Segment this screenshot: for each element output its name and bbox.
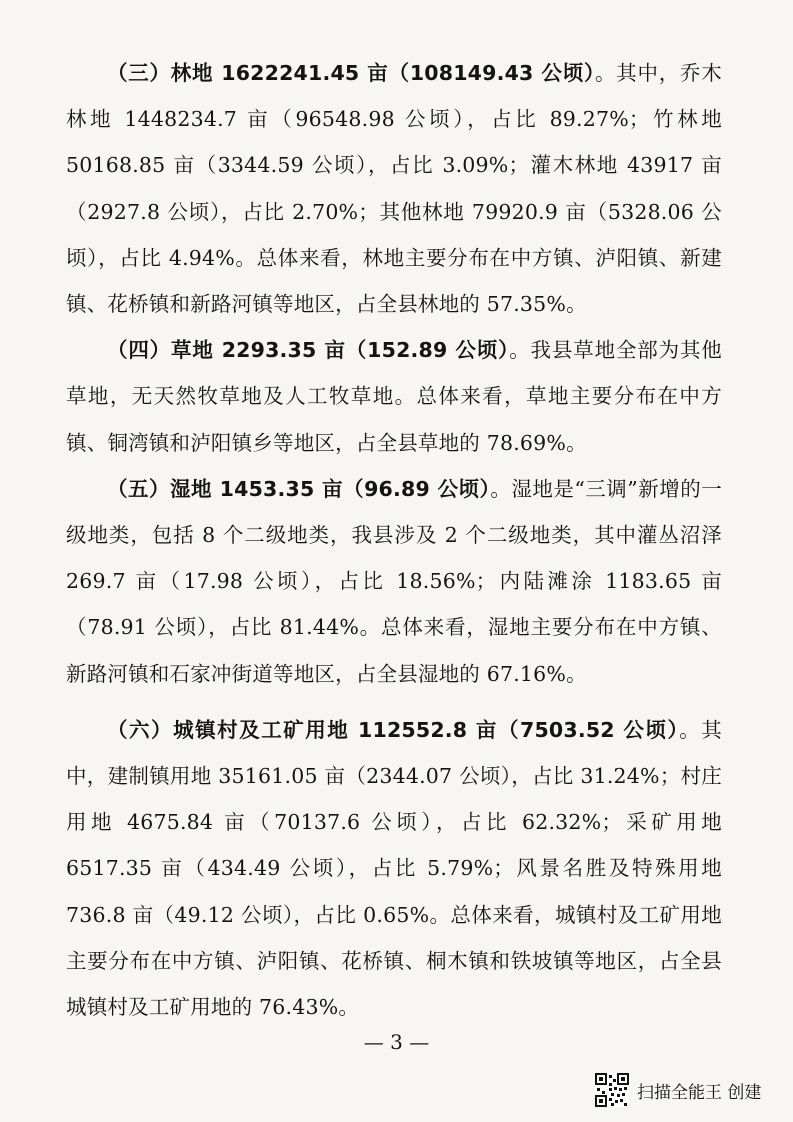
paragraph-text: 。湿地是“三调”新增的一级地类，包括 8 个二级地类，我县涉及 2 个二级地类，其中灌丛沼泽 269.7 亩（17.98 公顷），占比 18.56%；内陆滩涂 1183.65 亩（78.91 公顷），占比 81.44%。总体来看，湿地主要分布在中方镇、新路河镇和石家冲街道等地区，占全县湿地的 67.16%。 [66,476,722,686]
paragraph-text: 。其中，建制镇用地 35161.05 亩（2344.07 公顷），占比 31.24%；村庄用地 4675.84 亩（70137.6 公顷），占比 62.32%；采矿用地 6517.35 亩（434.49 公顷），占比 5.79%；风景名胜及特殊用地 736.8 亩（49.12 公顷），占比 0.65%。总体来看，城镇村及工矿用地主要分布在中方镇、泸阳镇、花桥镇、桐木镇和铁坡镇等地区，占全县城镇村及工矿用地的 76.43%。 [66,717,722,1020]
paragraph-urban-land [66,707,722,1030]
qr-code-icon [595,1073,629,1107]
watermark-text: 扫描全能王 创建 [637,1082,762,1103]
page-number: — 3 — [363,1030,430,1054]
paragraph-heading: （四）草地 2293.35 亩（152.89 公顷） [107,338,510,363]
paragraph-heading: （五）湿地 1453.35 亩（96.89 公顷） [107,476,491,501]
paragraph-wetland [66,466,722,697]
document-body [66,50,722,1030]
paragraph-spacer [66,697,722,707]
paragraph-text: 。我县草地全部为其他草地，无天然牧草地及人工牧草地。总体来看，草地主要分布在中方镇、铜湾镇和泸阳镇乡等地区，占全县草地的 78.69%。 [66,338,723,455]
paragraph-forest-land [66,50,722,327]
paragraph-heading: （六）城镇村及工矿用地 112552.8 亩（7503.52 公顷） [107,717,680,742]
paragraph-heading: （三）林地 1622241.45 亩（108149.43 公顷） [107,61,595,85]
paragraph-text: 。其中，乔木林地 1448234.7 亩（96548.98 公顷），占比 89.27%；竹林地 50168.85 亩（3344.59 公顷），占比 3.09%；灌木林地 43917 亩（2927.8 公顷），占比 2.70%；其他林地 79920.9 亩（5328.06 公顷），占比 4.94%。总体来看，林地主要分布在中方镇、泸阳镇、新建镇、花桥镇和新路河镇等地区，占全县林地的 57.35%。 [66,61,722,317]
scanner-watermark [595,1070,761,1110]
paragraph-grassland [66,327,722,466]
